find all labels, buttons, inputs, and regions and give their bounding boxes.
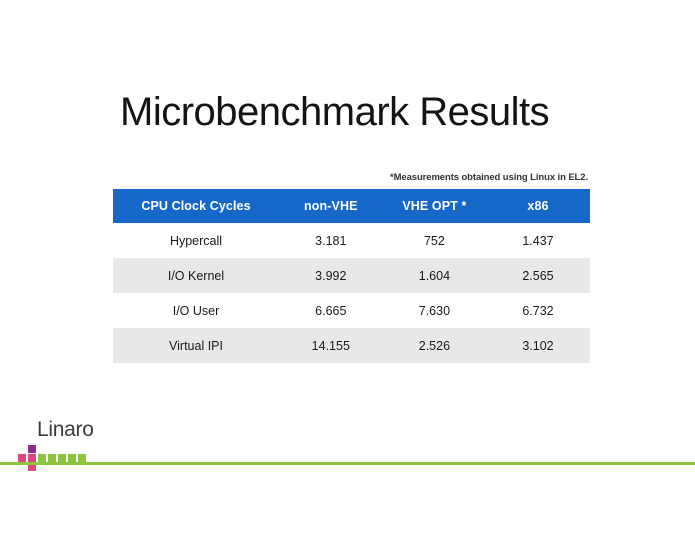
logo-square-icon <box>48 454 56 462</box>
logo-square-icon <box>38 454 46 462</box>
table-header-row <box>113 189 590 223</box>
logo-text: Linaro <box>37 418 94 441</box>
cell-vhe-opt: 752 <box>383 223 487 258</box>
page-title: Microbenchmark Results <box>120 90 550 134</box>
logo-square-icon <box>78 454 86 462</box>
logo <box>18 418 102 462</box>
column-header-metric: CPU Clock Cycles <box>113 189 279 223</box>
cell-non-vhe: 6.665 <box>279 293 383 328</box>
footnote: *Measurements obtained using Linux in EL2. <box>390 172 588 183</box>
logo-square-icon <box>18 454 26 462</box>
cell-x86: 2.565 <box>486 258 590 293</box>
results-table <box>113 189 590 363</box>
cell-x86: 6.732 <box>486 293 590 328</box>
table-header <box>113 189 590 223</box>
table-row <box>113 258 590 293</box>
logo-square-icon <box>68 454 76 462</box>
table-body <box>113 223 590 363</box>
row-label: Virtual IPI <box>113 328 279 363</box>
cell-vhe-opt: 1.604 <box>383 258 487 293</box>
cell-x86: 3.102 <box>486 328 590 363</box>
column-header-vhe-opt: VHE OPT * <box>383 189 487 223</box>
logo-square-icon <box>58 454 66 462</box>
table-row <box>113 328 590 363</box>
row-label: I/O User <box>113 293 279 328</box>
logo-square-icon <box>28 454 36 462</box>
footer-rule <box>0 462 695 465</box>
row-label: Hypercall <box>113 223 279 258</box>
column-header-non-vhe: non-VHE <box>279 189 383 223</box>
cell-non-vhe: 3.992 <box>279 258 383 293</box>
cell-non-vhe: 14.155 <box>279 328 383 363</box>
logo-square-icon <box>28 445 36 453</box>
column-header-x86: x86 <box>486 189 590 223</box>
cell-vhe-opt: 7.630 <box>383 293 487 328</box>
row-label: I/O Kernel <box>113 258 279 293</box>
results-table-container <box>113 189 582 363</box>
table-row <box>113 223 590 258</box>
cell-vhe-opt: 2.526 <box>383 328 487 363</box>
cell-non-vhe: 3.181 <box>279 223 383 258</box>
table-row <box>113 293 590 328</box>
cell-x86: 1.437 <box>486 223 590 258</box>
